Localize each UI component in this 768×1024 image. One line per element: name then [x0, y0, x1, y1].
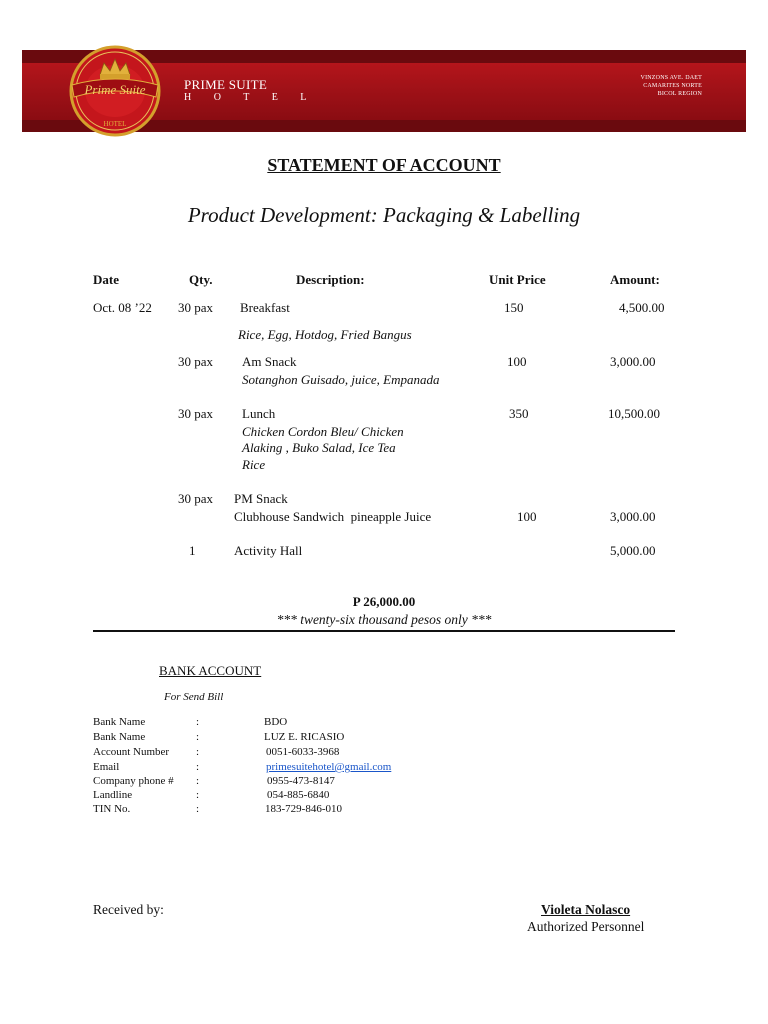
bank-field-value: 0051-6033-3968	[266, 746, 340, 758]
column-header-qty: Qty.	[189, 272, 213, 287]
row-qty: 1	[189, 543, 196, 558]
bank-field-label: Bank Name	[93, 731, 146, 743]
row-detail: Rice	[242, 457, 266, 472]
bank-account-note: For Send Bill	[164, 691, 224, 703]
row-item: Breakfast	[240, 300, 290, 315]
column-header-amount: Amount:	[610, 272, 660, 287]
row-item: Lunch	[242, 406, 276, 421]
email-link[interactable]: primesuitehotel@gmail.com	[266, 761, 392, 773]
bank-account-title: BANK ACCOUNT	[159, 663, 262, 678]
row-unit-price: 100	[507, 354, 527, 369]
bank-field-value: 183-729-846-010	[265, 803, 342, 815]
bank-field-value: 0955-473-8147	[267, 775, 335, 787]
bank-field-separator: :	[196, 761, 200, 773]
bank-field-separator: :	[196, 731, 200, 743]
signer-role: Authorized Personnel	[527, 919, 645, 934]
row-item: PM Snack	[234, 491, 288, 506]
bank-field-value: BDO	[264, 716, 288, 728]
received-by-label: Received by:	[93, 902, 164, 917]
column-header-date: Date	[93, 272, 119, 287]
row-unit-price: 150	[504, 300, 524, 315]
divider-line	[93, 630, 675, 632]
row-amount: 5,000.00	[610, 543, 656, 558]
bank-field-separator: :	[196, 775, 200, 787]
row-date: Oct. 08 ’22	[93, 300, 152, 315]
row-amount: 10,500.00	[608, 406, 660, 421]
bank-field-separator: :	[196, 789, 200, 801]
bank-field-label: Bank Name	[93, 716, 146, 728]
bank-field-separator: :	[196, 746, 200, 758]
column-header-description: Description:	[296, 272, 365, 287]
address-line: VINZONS AVE. DAET	[640, 75, 702, 81]
row-detail: Sotanghon Guisado, juice, Empanada	[242, 372, 440, 387]
header-banner	[22, 50, 746, 132]
row-amount: 4,500.00	[619, 300, 665, 315]
svg-text:HOTEL: HOTEL	[103, 120, 127, 128]
address-line: BICOL REGION	[657, 91, 702, 97]
bank-field-separator: :	[196, 716, 200, 728]
document-title: STATEMENT OF ACCOUNT	[267, 155, 501, 175]
row-item: Am Snack	[242, 354, 297, 369]
column-header-unit-price: Unit Price	[489, 272, 546, 287]
bank-field-label: Company phone #	[93, 775, 174, 787]
document-title-container	[0, 155, 768, 176]
row-item: Activity Hall	[234, 543, 303, 558]
bank-field-value: LUZ E. RICASIO	[264, 731, 345, 743]
bank-field-label: TIN No.	[93, 803, 131, 815]
hotel-crest-logo	[64, 45, 166, 137]
row-unit-price: 100	[517, 509, 537, 524]
row-amount: 3,000.00	[610, 354, 656, 369]
row-detail: Alaking , Buko Salad, Ice Tea	[242, 440, 396, 455]
brand-subtitle: H O T E L	[184, 92, 317, 103]
row-detail: Clubhouse Sandwich pineapple Juice	[234, 509, 432, 524]
bank-field-value: 054-885-6840	[267, 789, 330, 801]
signer-name: Violeta Nolasco	[541, 902, 631, 917]
bank-field-separator: :	[196, 803, 200, 815]
bank-field-label: Email	[93, 761, 120, 773]
row-detail: Rice, Egg, Hotdog, Fried Bangus	[238, 327, 412, 342]
bank-field-label: Landline	[93, 789, 133, 801]
svg-text:Prime Suite: Prime Suite	[84, 82, 146, 97]
address-line: CAMARITES NORTE	[643, 83, 702, 89]
document-subtitle: Product Development: Packaging & Labelling	[187, 203, 581, 227]
row-qty: 30 pax	[178, 300, 214, 315]
row-qty: 30 pax	[178, 354, 214, 369]
row-detail: Chicken Cordon Bleu/ Chicken	[242, 424, 404, 439]
row-unit-price: 350	[509, 406, 529, 421]
row-qty: 30 pax	[178, 406, 214, 421]
row-qty: 30 pax	[178, 491, 214, 506]
brand-name: PRIME SUITE	[184, 77, 268, 92]
total-amount: P 26,000.00	[352, 594, 416, 609]
hotel-address	[641, 74, 702, 98]
total-in-words: *** twenty-six thousand pesos only ***	[276, 612, 492, 627]
bank-field-label: Account Number	[93, 746, 170, 758]
row-amount: 3,000.00	[610, 509, 656, 524]
